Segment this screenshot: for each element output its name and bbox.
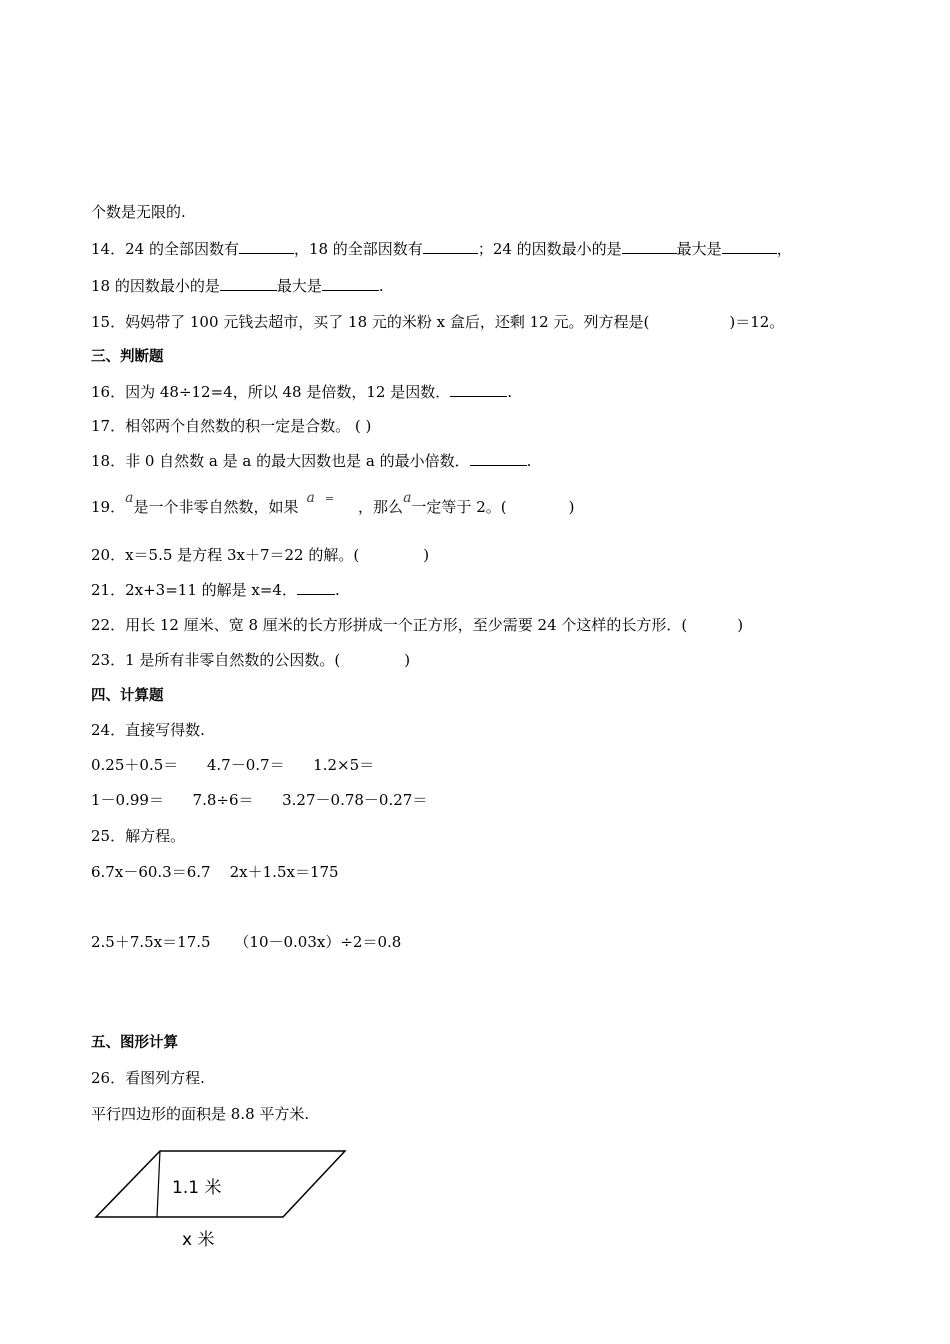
question-16: 16．因为 48÷12=4，所以 48 是倍数，12 是因数． . <box>91 383 512 401</box>
section-4-heading: 四、计算题 <box>91 688 164 704</box>
answer-blank[interactable] <box>239 239 294 254</box>
question-19: 19．a是一个非零自然数，如果 a = ，那么a一定等于 2。( ) <box>91 490 575 516</box>
parallelogram-diagram <box>90 1140 360 1260</box>
question-26: 26．看图列方程. <box>91 1069 205 1087</box>
height-label: 1.1 米 <box>172 1178 222 1198</box>
equation-row-1: 6.7x－60.3＝6.7 2x＋1.5x＝175 <box>91 863 339 881</box>
question-14-line1: 14．24 的全部因数有 ，18 的全部因数有 ；24 的因数最小的是 最大是 ， <box>91 240 792 258</box>
variable-a: a <box>403 490 412 506</box>
equals-sign: = <box>324 492 335 505</box>
base-label: x 米 <box>182 1230 215 1250</box>
question-24: 24．直接写得数. <box>91 721 205 739</box>
answer-blank[interactable] <box>722 239 777 254</box>
question-22: 22．用长 12 厘米、宽 8 厘米的长方形拼成一个正方形，至少需要 24 个这样的长方形．( ) <box>91 616 744 634</box>
variable-a: a <box>125 490 134 506</box>
question-17: 17．相邻两个自然数的积一定是合数。 ( ) <box>91 417 372 435</box>
parallelogram-figure <box>90 1140 360 1260</box>
question-23: 23．1 是所有非零自然数的公因数。( ) <box>91 651 411 669</box>
calc-row-2: 1－0.99＝ 7.8÷6＝ 3.27－0.78－0.27＝ <box>91 791 428 809</box>
question-25: 25．解方程。 <box>91 827 186 845</box>
variable-a: a <box>306 490 315 506</box>
question-15: 15．妈妈带了 100 元钱去超市，买了 18 元的米粉 x 盒后，还剩 12 元。列方程是( )＝12。 <box>91 313 785 331</box>
answer-blank[interactable] <box>423 239 478 254</box>
answer-blank[interactable] <box>297 580 335 595</box>
question-14-line2: 18 的因数最小的是 最大是 . <box>91 277 384 295</box>
answer-blank[interactable] <box>220 276 277 291</box>
answer-blank[interactable] <box>470 451 527 466</box>
question-18: 18．非 0 自然数 a 是 a 的最大因数也是 a 的最小倍数． . <box>91 452 532 470</box>
question-21: 21．2x+3=11 的解是 x=4． . <box>91 581 340 599</box>
question-20: 20．x＝5.5 是方程 3x＋7＝22 的解。( ) <box>91 546 430 564</box>
section-5-heading: 五、图形计算 <box>91 1035 178 1051</box>
section-3-heading: 三、判断题 <box>91 349 164 365</box>
question-13-tail: 个数是无限的. <box>91 203 186 221</box>
equation-row-2: 2.5＋7.5x＝17.5 （10－0.03x）÷2＝0.8 <box>91 933 402 951</box>
calc-row-1: 0.25＋0.5＝ 4.7－0.7＝ 1.2×5＝ <box>91 756 375 774</box>
answer-blank[interactable] <box>450 382 507 397</box>
answer-blank[interactable] <box>622 239 677 254</box>
height-line <box>157 1151 160 1217</box>
question-26-description: 平行四边形的面积是 8.8 平方米. <box>91 1105 310 1123</box>
answer-blank[interactable] <box>322 276 379 291</box>
